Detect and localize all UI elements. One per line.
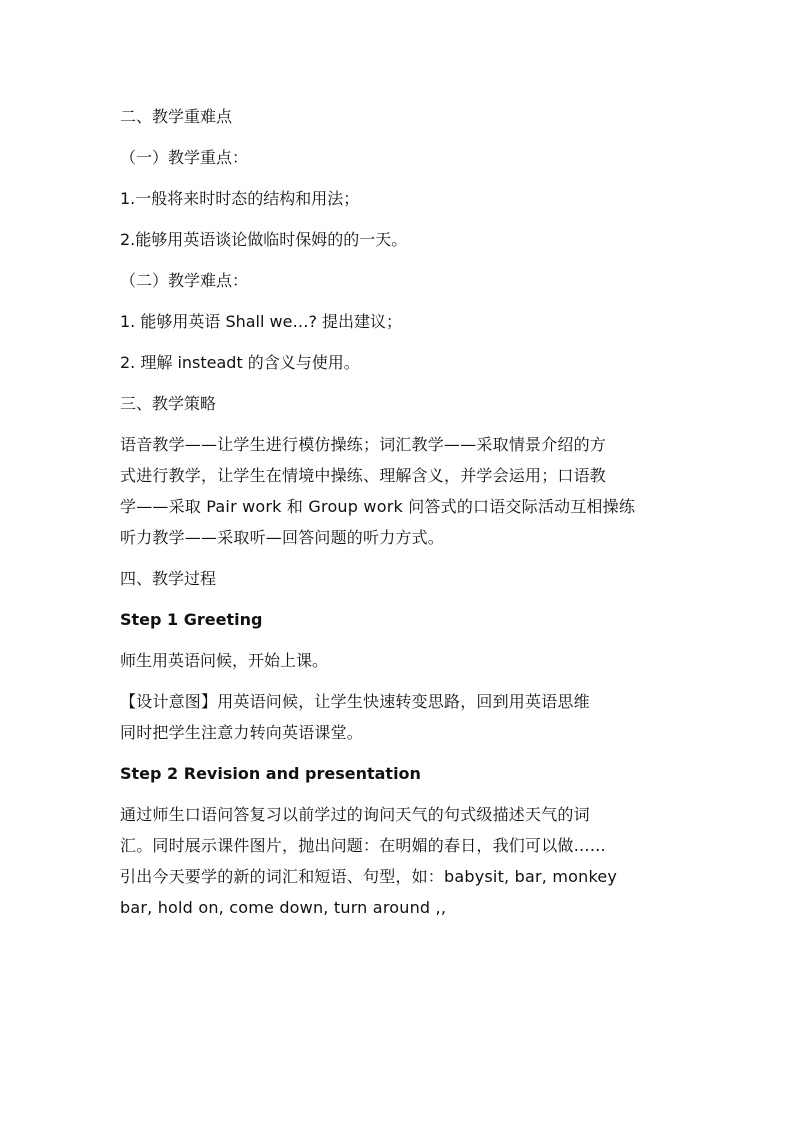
design-intent-paragraph	[120, 686, 680, 748]
step1-text: 师生用英语问候，开始上课。	[120, 651, 329, 670]
strategy-paragraph	[120, 429, 680, 553]
difficult-point-2: 2. 理解 insteadt 的含义与使用。	[120, 353, 360, 372]
subsection-heading-key-points: （一）教学重点：	[120, 148, 249, 167]
subsection-heading-difficult-points: （二）教学难点：	[120, 271, 249, 290]
step2-paragraph	[120, 799, 680, 923]
step2-line: 引出今天要学的新的词汇和短语、句型，如：babysit, bar, monkey	[120, 867, 618, 886]
step1-heading: Step 1 Greeting	[120, 610, 263, 629]
key-point-1: 1.一般将来时时态的结构和用法；	[120, 189, 360, 208]
strategy-line: 语音教学——让学生进行模仿操练；词汇教学——采取情景介绍的方	[120, 435, 607, 454]
section-heading-difficulties: 二、教学重难点	[120, 107, 233, 126]
document-body	[120, 101, 680, 933]
difficult-point-1: 1. 能够用英语 Shall we…? 提出建议；	[120, 312, 403, 331]
section-heading-process: 四、教学过程	[120, 569, 217, 588]
strategy-line: 式进行教学，让学生在情境中操练、理解含义，并学会运用；口语教	[120, 466, 607, 485]
section-heading-strategy: 三、教学策略	[120, 394, 217, 413]
strategy-line: 学——采取 Pair work 和 Group work 问答式的口语交际活动互相操练	[120, 497, 636, 516]
step2-line: bar, hold on, come down, turn around ,,	[120, 898, 447, 917]
step2-line: 通过师生口语问答复习以前学过的询问天气的句式级描述天气的词	[120, 805, 590, 824]
key-point-2: 2.能够用英语谈论做临时保姆的的一天。	[120, 230, 408, 249]
step2-heading: Step 2 Revision and presentation	[120, 764, 421, 783]
strategy-line: 听力教学——采取听—回答问题的听力方式。	[120, 528, 445, 547]
design-intent-line: 【设计意图】用英语问候，让学生快速转变思路，回到用英语思维	[120, 692, 590, 711]
design-intent-line: 同时把学生注意力转向英语课堂。	[120, 723, 364, 742]
step2-line: 汇。同时展示课件图片，抛出问题：在明媚的春日，我们可以做……	[120, 836, 607, 855]
